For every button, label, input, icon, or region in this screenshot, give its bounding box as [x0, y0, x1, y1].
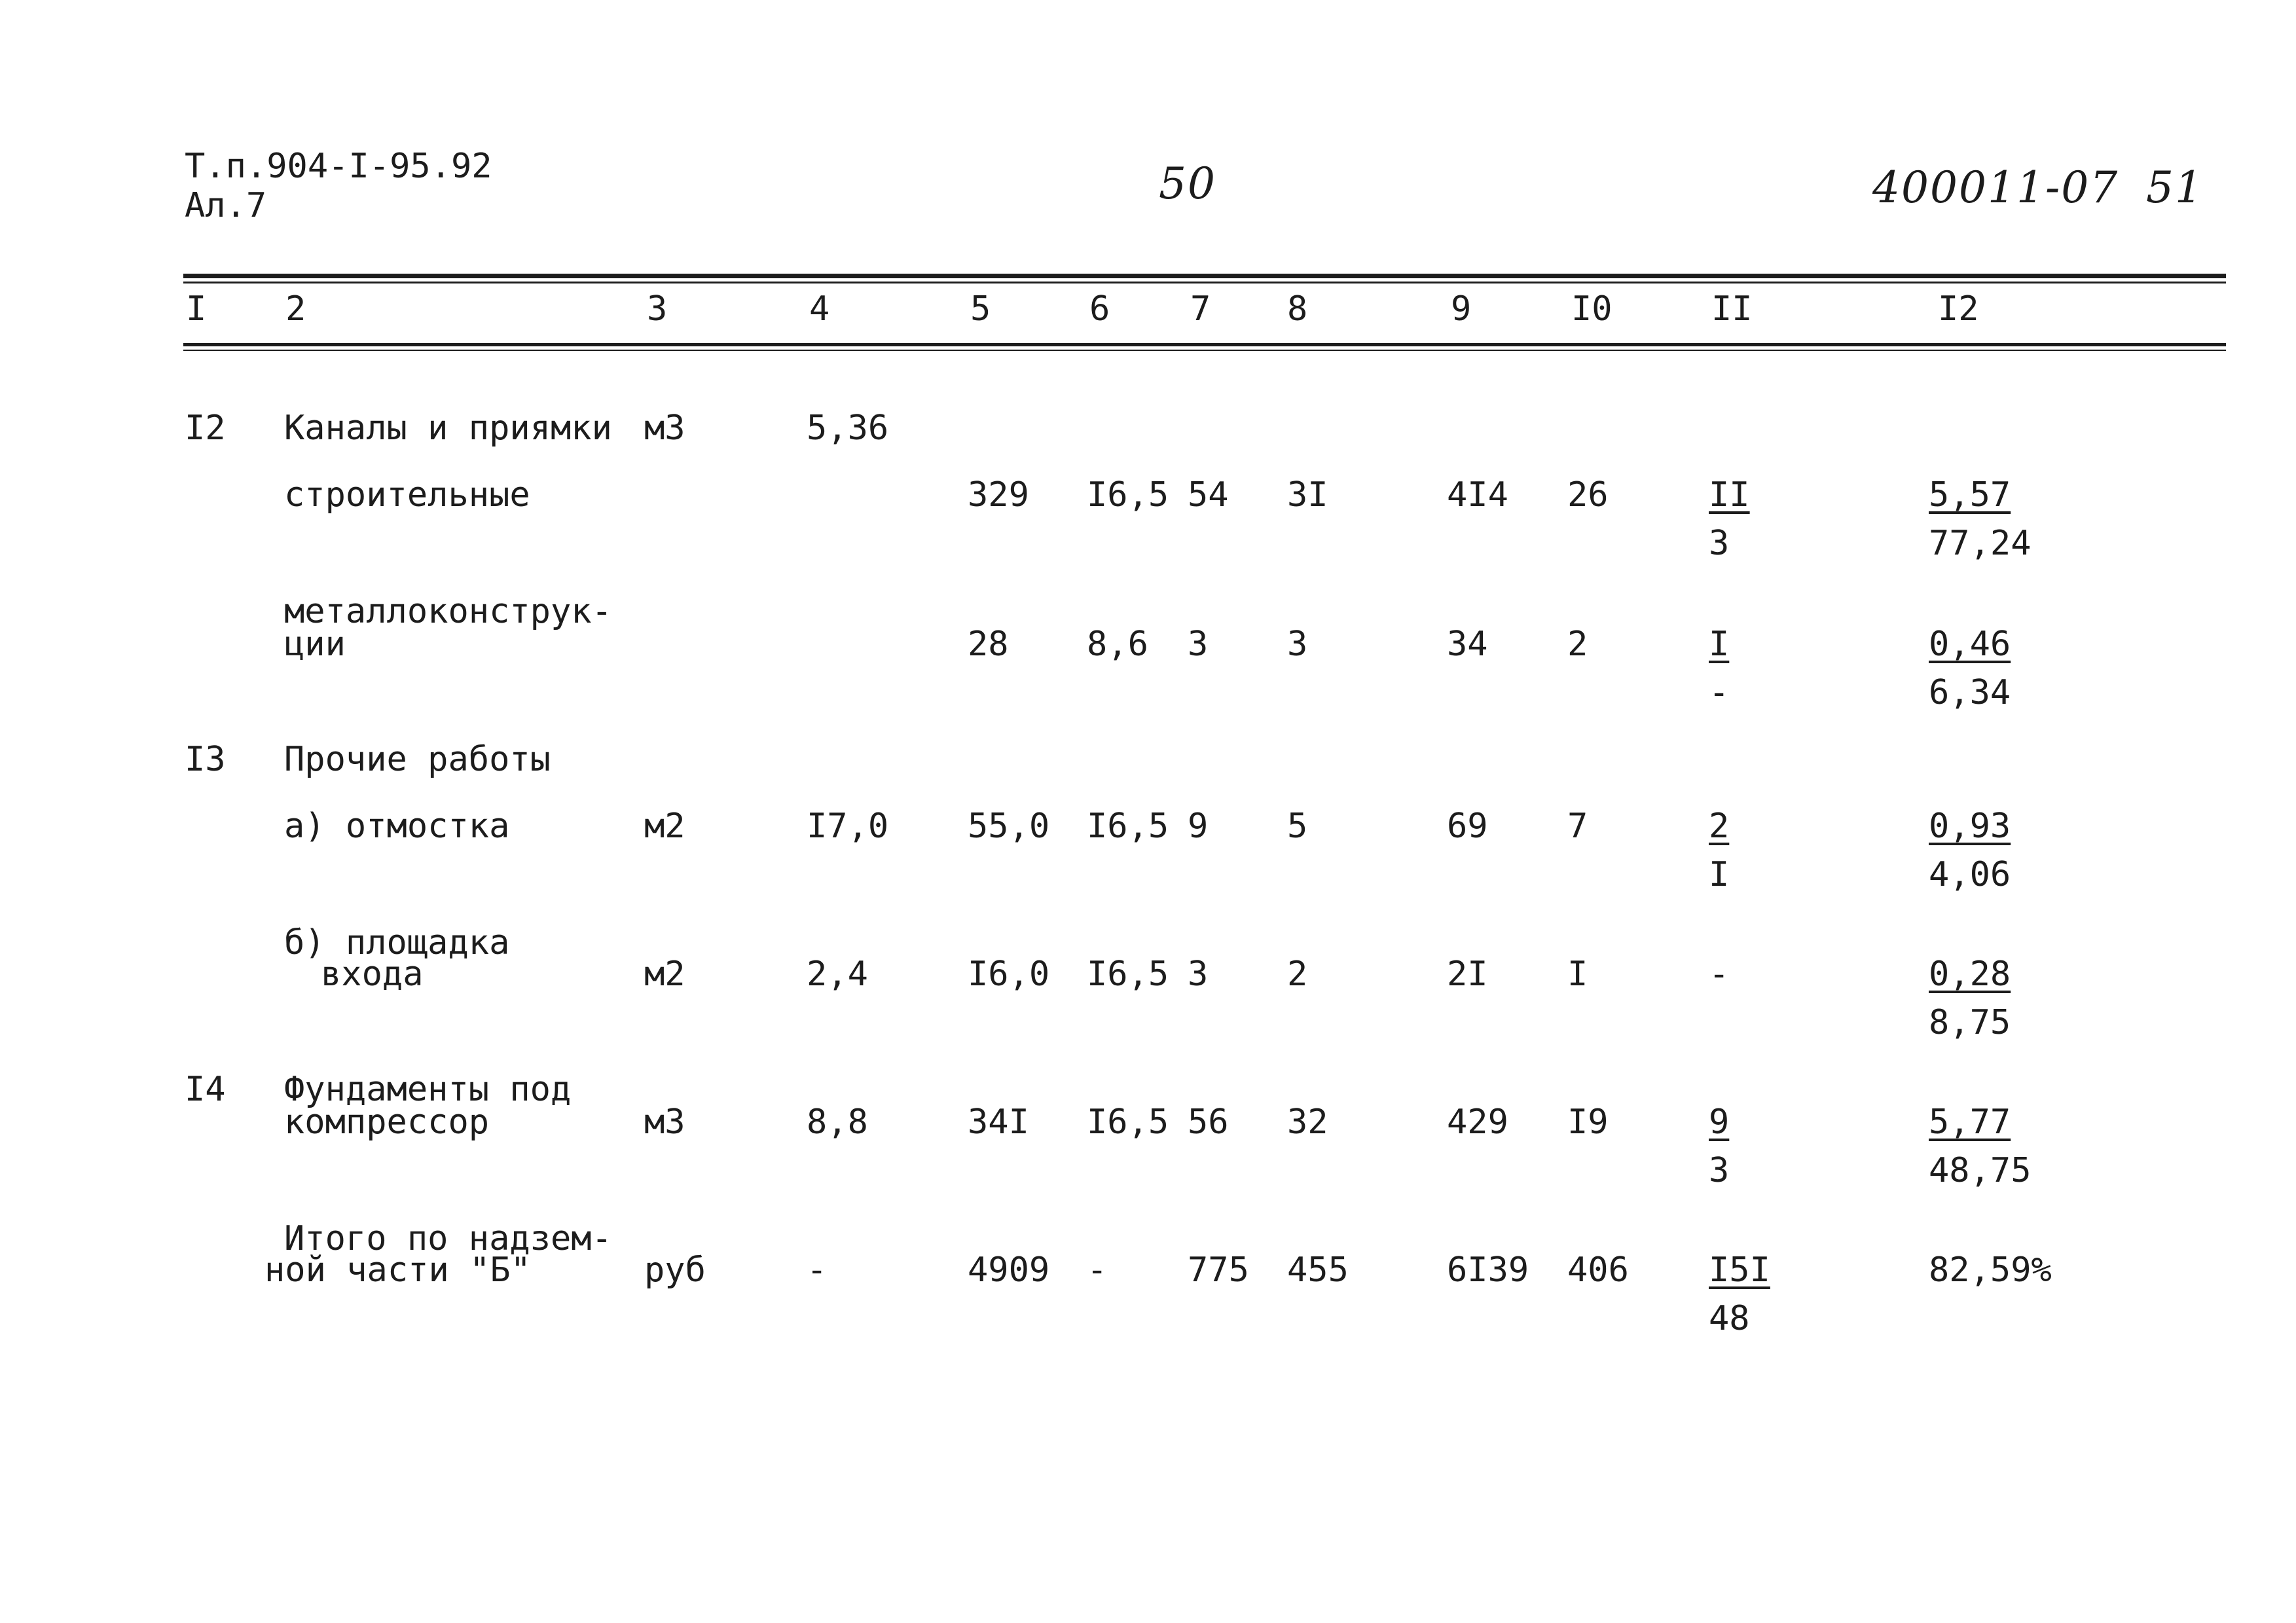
cell-c5: 34I [968, 1103, 1029, 1142]
cell-c6: 8,6 [1087, 625, 1148, 664]
row-name: Фундаменты под [284, 1070, 572, 1109]
cell-c11-numerator: I5I [1709, 1250, 1770, 1290]
row-unit: м2 [644, 955, 685, 994]
row-unit: м3 [644, 1103, 685, 1142]
cell-c6: I6,5 [1087, 475, 1169, 515]
cell-c7: 54 [1188, 475, 1229, 515]
cell-c10: 26 [1567, 475, 1609, 515]
cell-c9: 4I4 [1447, 475, 1508, 515]
cell-c7: 56 [1188, 1103, 1229, 1142]
row-number: I4 [185, 1070, 226, 1109]
cell-c6: I6,5 [1087, 807, 1169, 846]
cell-c12-total: 82,59% [1929, 1250, 2052, 1290]
cell-c11-numerator: 9 [1709, 1103, 1730, 1142]
page-number: 50 [1159, 158, 1216, 209]
cell-c10: 2 [1567, 625, 1588, 664]
table-header-bottom-rule-thin [183, 350, 2226, 351]
column-header: I [186, 289, 207, 329]
cell-c6: - [1087, 1250, 1108, 1290]
cell-c12-denominator: 48,75 [1929, 1151, 2032, 1190]
cell-c7: 775 [1188, 1250, 1249, 1290]
cell-c9: 429 [1447, 1103, 1508, 1142]
total-label-continued: ной части "Б" [264, 1250, 531, 1290]
column-header: 5 [970, 289, 991, 329]
row-name-continued: входа [321, 955, 424, 994]
cell-c11-denominator: 3 [1709, 1151, 1730, 1190]
cell-c8: 2 [1287, 955, 1308, 994]
stamp-number: 400011-07 [1872, 162, 2119, 213]
cell-c12-numerator: 5,77 [1929, 1103, 2011, 1142]
cell-c12-numerator: 0,93 [1929, 807, 2011, 846]
album-label: Ал.7 [185, 186, 267, 225]
cell-c8: 32 [1287, 1103, 1328, 1142]
cell-c5: 329 [968, 475, 1029, 515]
cell-c11-denominator: I [1709, 855, 1730, 894]
cell-c12-numerator: 0,28 [1929, 955, 2011, 994]
row-unit: м2 [644, 807, 685, 846]
cell-c7: 3 [1188, 625, 1209, 664]
cell-c8: 455 [1287, 1250, 1349, 1290]
cell-c5: I6,0 [968, 955, 1050, 994]
sheet-number: 51 [2146, 162, 2204, 213]
cell-c5: 55,0 [968, 807, 1050, 846]
doc-code: Т.п.904-I-95.92 [185, 147, 492, 186]
cell-c9: 2I [1447, 955, 1488, 994]
cell-c12-numerator: 0,46 [1929, 625, 2011, 664]
column-header: 3 [647, 289, 668, 329]
column-header: 9 [1451, 289, 1472, 329]
column-header: I0 [1571, 289, 1613, 329]
row-name: б) площадка [284, 923, 510, 962]
cell-c12-denominator: 8,75 [1929, 1003, 2011, 1042]
column-header: II [1711, 289, 1753, 329]
cell-c11-denominator: - [1709, 673, 1730, 712]
cell-c9: 69 [1447, 807, 1488, 846]
cell-c9: 34 [1447, 625, 1488, 664]
cell-c11-numerator: - [1709, 955, 1730, 994]
row-quantity: 8,8 [807, 1103, 868, 1142]
column-header: 4 [809, 289, 830, 329]
column-header: I2 [1938, 289, 1979, 329]
cell-c5: 28 [968, 625, 1009, 664]
cell-c6: I6,5 [1087, 1103, 1169, 1142]
row-quantity: 2,4 [807, 955, 868, 994]
row-quantity: - [807, 1250, 828, 1290]
cell-c11-numerator: I [1709, 625, 1730, 664]
table-top-rule [183, 274, 2226, 278]
cell-c12-denominator: 6,34 [1929, 673, 2011, 712]
cell-c10: 7 [1567, 807, 1588, 846]
table-header-bottom-rule [183, 343, 2226, 346]
cell-c8: 5 [1287, 807, 1308, 846]
cell-c6: I6,5 [1087, 955, 1169, 994]
cell-c8: 3I [1287, 475, 1328, 515]
column-header: 7 [1190, 289, 1211, 329]
cell-c10: I9 [1567, 1103, 1609, 1142]
column-header: 8 [1287, 289, 1308, 329]
column-header: 2 [285, 289, 306, 329]
row-unit: м3 [644, 409, 685, 448]
row-name: а) отмостка [284, 807, 510, 846]
cell-c7: 3 [1188, 955, 1209, 994]
row-quantity: I7,0 [807, 807, 889, 846]
row-name: Прочие работы [284, 740, 551, 779]
row-number: I2 [185, 409, 226, 448]
row-number: I3 [185, 740, 226, 779]
row-name: Каналы и приямки [284, 409, 612, 448]
column-header: 6 [1089, 289, 1110, 329]
cell-c11-numerator: 2 [1709, 807, 1730, 846]
cell-c5: 4909 [968, 1250, 1050, 1290]
row-name-continued: компрессор [284, 1103, 490, 1142]
row-name: металлоконструк- [284, 592, 612, 631]
cell-c7: 9 [1188, 807, 1209, 846]
row-quantity: 5,36 [807, 409, 889, 448]
cell-c8: 3 [1287, 625, 1308, 664]
row-unit: руб [644, 1250, 706, 1290]
cell-c11-denominator: 3 [1709, 524, 1730, 563]
cell-c11-numerator: II [1709, 475, 1750, 515]
cell-c12-numerator: 5,57 [1929, 475, 2011, 515]
row-name-continued: ции [284, 625, 346, 664]
table-top-rule-thin [183, 282, 2226, 283]
cell-c11-denominator: 48 [1709, 1299, 1750, 1338]
cell-c9: 6I39 [1447, 1250, 1529, 1290]
cell-c12-denominator: 4,06 [1929, 855, 2011, 894]
cell-c10: 406 [1567, 1250, 1629, 1290]
cell-c12-denominator: 77,24 [1929, 524, 2032, 563]
row-name: строительные [284, 475, 530, 515]
cell-c10: I [1567, 955, 1588, 994]
total-label: Итого по надзем- [284, 1219, 612, 1258]
